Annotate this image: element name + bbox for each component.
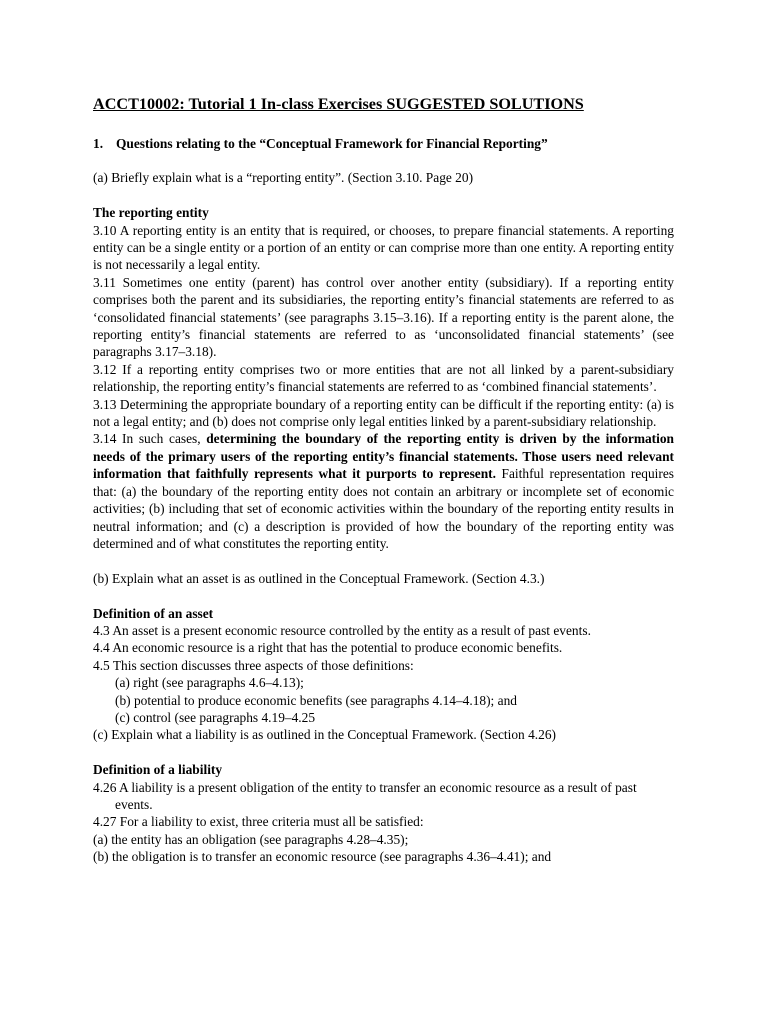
liability-definition-heading: Definition of a liability xyxy=(93,762,223,778)
paragraph-3-14 xyxy=(93,430,674,552)
paragraph-4-27: 4.27 For a liability to exist, three criteria must all be satisfied: xyxy=(93,814,424,830)
asset-aspect-item: (a) right (see paragraphs 4.6–4.13); xyxy=(115,675,304,691)
asset-aspect-item: (c) control (see paragraphs 4.19–4.25 xyxy=(115,709,316,725)
liability-criterion-item: (b) the obligation is to transfer an economic resource (see paragraphs 4.36–4.41); and xyxy=(93,849,552,865)
asset-aspect-item: (b) potential to produce economic benefits (see paragraphs 4.14–4.18); and xyxy=(115,692,517,708)
paragraph-4-5: 4.5 This section discusses three aspects of those definitions: xyxy=(93,657,414,673)
paragraph-3-13: 3.13 Determining the appropriate boundary of a reporting entity can be difficult if the reporting entity: (a) is not a legal entity; and (b) does not comprise only legal entities linked by a parent-subsidiary relationship. xyxy=(93,396,674,430)
paragraph-3-14-bold: determining the boundary of the reporting entity is driven by the information needs of the primary users of the reporting entity’s financial statements. Those users need relevant information that faithfully represents what it purports to represent. xyxy=(93,431,675,482)
question-heading-text: Questions relating to the “Conceptual Framework for Financial Reporting” xyxy=(116,136,548,151)
liability-criterion-item: (a) the entity has an obligation (see paragraphs 4.28–4.35); xyxy=(93,831,409,847)
reporting-entity-heading: The reporting entity xyxy=(93,205,209,221)
asset-definition-heading: Definition of an asset xyxy=(93,605,214,621)
paragraph-3-14-start: 3.14 In such cases, xyxy=(93,431,207,447)
part-c-question: (c) Explain what a liability is as outlined in the Conceptual Framework. (Section 4.26) xyxy=(93,727,556,743)
paragraph-4-3: 4.3 An asset is a present economic resource controlled by the entity as a result of past events. xyxy=(93,622,591,638)
paragraph-4-4: 4.4 An economic resource is a right that has the potential to produce economic benefits. xyxy=(93,640,563,656)
paragraph-3-14-end: Faithful representation requires that: (a) the boundary of the reporting entity does not contain an arbitrary or incomplete set of economic activities; (b) including that set of economic activities within the boundary of the reporting entity results in neutral information; and (c) a description is provided of how the boundary of the reporting entity was determined and of what constitutes the reporting entity. xyxy=(93,466,674,551)
paragraph-4-26: 4.26 A liability is a present obligation of the entity to transfer an economic resource as a result of past events. xyxy=(93,779,637,812)
paragraph-3-12: 3.12 If a reporting entity comprises two or more entities that are not all linked by a parent-subsidiary relationship, the reporting entity’s financial statements are referred to as ‘combined financial statements’. xyxy=(93,361,674,395)
paragraph-3-11: 3.11 Sometimes one entity (parent) has control over another entity (subsidiary). If a reporting entity comprises both the parent and its subsidiaries, the reporting entity’s financial statements are referred to as ‘consolidated financial statements’ (see paragraphs 3.15–3.16). If a reporting entity is the parent alone, the reporting entity’s financial statements are referred to as ‘unconsolidated financial statements’ (see paragraphs 3.17–3.18). xyxy=(93,274,674,360)
part-a-question: (a) Briefly explain what is a “reporting entity”. (Section 3.10. Page 20) xyxy=(93,170,474,186)
question-number: 1. xyxy=(93,136,104,151)
part-b-question: (b) Explain what an asset is as outlined in the Conceptual Framework. (Section 4.3.) xyxy=(93,570,545,586)
question-1-heading xyxy=(93,135,674,152)
document-title: ACCT10002: Tutorial 1 In-class Exercises SUGGESTED SOLUTIONS xyxy=(93,95,584,113)
paragraph-3-10: 3.10 A reporting entity is an entity that is required, or chooses, to prepare financial statements. A reporting entity can be a single entity or a portion of an entity or can comprise more than one entity. A reporting entity is not necessarily a legal entity. xyxy=(93,222,674,273)
